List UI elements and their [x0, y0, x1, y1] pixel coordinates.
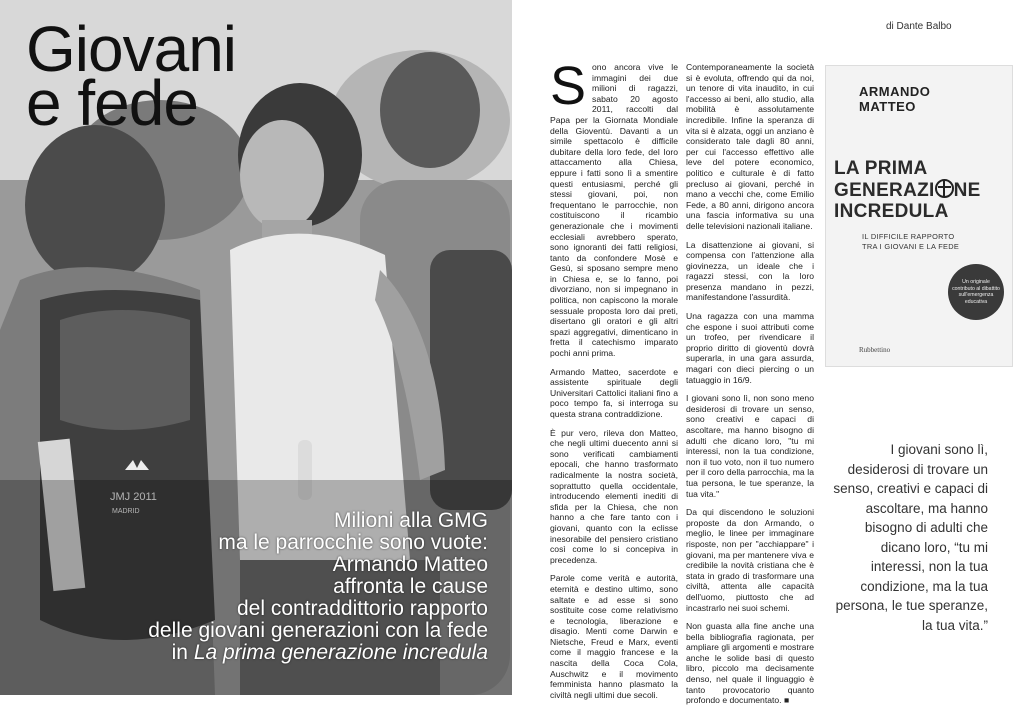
book-seal: Un originale contributo al dibattito sull'emergenza educativa: [948, 264, 1004, 320]
title-line-1: Giovani: [26, 13, 236, 85]
article-paragraph: Parole come verità e autorità, eternità e destino ultimo, sono saltate e ad esse si sono sostituite cose come relativismo e tecnologia, liberazione e disagio. Menti come Darwin e Nietsche, Freud e Marx, eventi come il maggio francese e la nascita della Coca Cola, Auschwitz e il movimento femminista hanno plasmato la civiltà negli ultimi due secoli.: [550, 573, 678, 700]
pull-quote: I giovani sono lì, desiderosi di trovare un senso, creativi e capaci di ascoltare, ma hanno bisogno di adulti che dicano loro, “tu mi interessi, non la tua condizione, ma la tua persona, le tue speranze, la tua vita.”: [833, 442, 988, 633]
article-paragraph: Contemporaneamente la società si è evoluta, offrendo qui da noi, un tenore di vita inaudito, in cui l'accesso ai beni, allo studio, alla mobilità è assolutamente incredibile. Infine la speranza di vita si è alzata, oggi un anziano è considerato tale dagli 80 anni, per cui l'accesso effettivo alle leve del potere economico, politico e culturale è di fatto precluso ai giovani, perché in mano a vecchi che, come Emilio Fede, a 80 anni, dirigono ancora una fascia informativa su una delle televisioni nazionali italiane.: [686, 62, 814, 231]
article-paragraph: Una ragazza con una mamma che espone i suoi attributi come un trofeo, per rivendicare il proprio diritto di gioventù dovrà superarla, in una gara assurda, magari con dieci piercing o un tatuaggio in 16/9.: [686, 311, 814, 385]
caption-line: Armando Matteo: [332, 553, 488, 576]
girl-hair: [25, 125, 165, 285]
article-column-2: [686, 62, 814, 714]
book-title: LA PRIMA GENERAZI NE INCREDULA: [834, 158, 981, 222]
caption-last-prefix: in: [171, 641, 194, 664]
woman-face: [240, 120, 324, 230]
drop-cap: S: [550, 56, 587, 116]
article-paragraph: Da qui discendono le soluzioni proposte da don Armando, o meglio, le linee per immaginare risposte, non per "acchiappare" i giovani, ma per mantenere viva e credibile la novità cristiana che è stata in grado di trasformare una civiltà, attenta alle capacità dell'uomo, piuttosto che ad incastrarlo nei suoi schemi.: [686, 507, 814, 613]
article-paragraph: È pur vero, rileva don Matteo, che negli ultimi duecento anni si sono verificati cambiamenti epocali, che hanno trasformato radicalmente la nostra società, soprattutto quella occidentale, introducendo elementi inediti di sfida per la Chiesa, che non hanno a che fare tanto con i giovani, quanto con la eclisse inesorabile del pensiero cristiano così come lo si concepiva in precedenza.: [550, 427, 678, 565]
byline: di Dante Balbo: [886, 21, 952, 32]
article-paragraph: Non guasta alla fine anche una bella bibliografia ragionata, per ampliare gli argomenti e mostrare anche le solide basi di questo libro, piccolo ma decisamente denso, nel quale il linguaggio è tanto provocatorio quanto profondo e documentato. ■: [686, 621, 815, 706]
caption-line: del contraddittorio rapporto: [237, 597, 488, 620]
person-back-right-head: [380, 52, 480, 168]
cross-icon: [935, 179, 954, 198]
cover-photo: [0, 0, 512, 695]
book-subtitle: IL DIFFICILE RAPPORTO TRA I GIOVANI E LA FEDE: [862, 232, 960, 251]
article-paragraph: Sono ancora vive le immagini dei due milioni di ragazzi, sabato 20 agosto 2011, raccolti dal Papa per la Giornata Mondiale della Gioventù. Davanti a un simile spettacolo è difficile dubitare della loro fede, del loro attaccamento alla Chiesa, eppure i fatti sono lì a smentire questi entusiasmi, perché gli stessi giovani, poi, non frequentano le parrocchie, non costituiscono il ricambio generazionale che i movimenti ecclesiali avrebbero sperato, sono ignoranti dei fatti religiosi, tanto da confondere Mosè e Gesù, si sposano sempre meno in Chiesa e, se lo fanno, poi divorziano, non si impegnano in politica, non capiscono la morale sessuale proposta loro dai preti, disertano gli oratori e gli altri spazi aggregativi, dimenticano in fretta il catechismo imparato pochi anni prima.: [550, 56, 678, 359]
book-publisher: Rubbettino: [859, 346, 891, 354]
caption-book-title: La prima generazione incredula: [193, 641, 488, 664]
caption-line: delle giovani generazioni con la fede: [148, 619, 488, 642]
caption-line: Milioni alla GMG: [333, 509, 488, 532]
title-line-2: e fede: [26, 67, 198, 139]
book-cover: [826, 66, 1012, 366]
article-paragraph: Armando Matteo, sacerdote e assistente spirituale degli Universitari Cattolici italiani fino a poco tempo fa, si interroga su questa strana contraddizione.: [550, 366, 678, 419]
caption-line: ma le parrocchie sono vuote:: [218, 531, 488, 554]
article-paragraph: I giovani sono lì, non sono meno desiderosi di trovare un senso, sono creativi e capaci di ascoltare, ma hanno bisogno di adulti che dicano loro, "tu mi interessi, non la tua condizione, non il tuo voto, non il tuo numero per il coro della parrocchia, ma la tua persona, le tue speranze, la tua vita.": [686, 393, 814, 499]
caption-line: affronta le cause: [333, 575, 488, 598]
photo-caption: [28, 510, 488, 664]
page-title: [26, 13, 236, 139]
book-author: ARMANDO MATTEO: [859, 84, 931, 114]
article-paragraph: La disattenzione ai giovani, si compensa con l'attenzione alla giovinezza, un ideale che i ragazzi stessi, con la loro presenza mandano in pezzi, manifestandone l'assurdità.: [686, 239, 814, 303]
article-column-1: [550, 56, 678, 708]
